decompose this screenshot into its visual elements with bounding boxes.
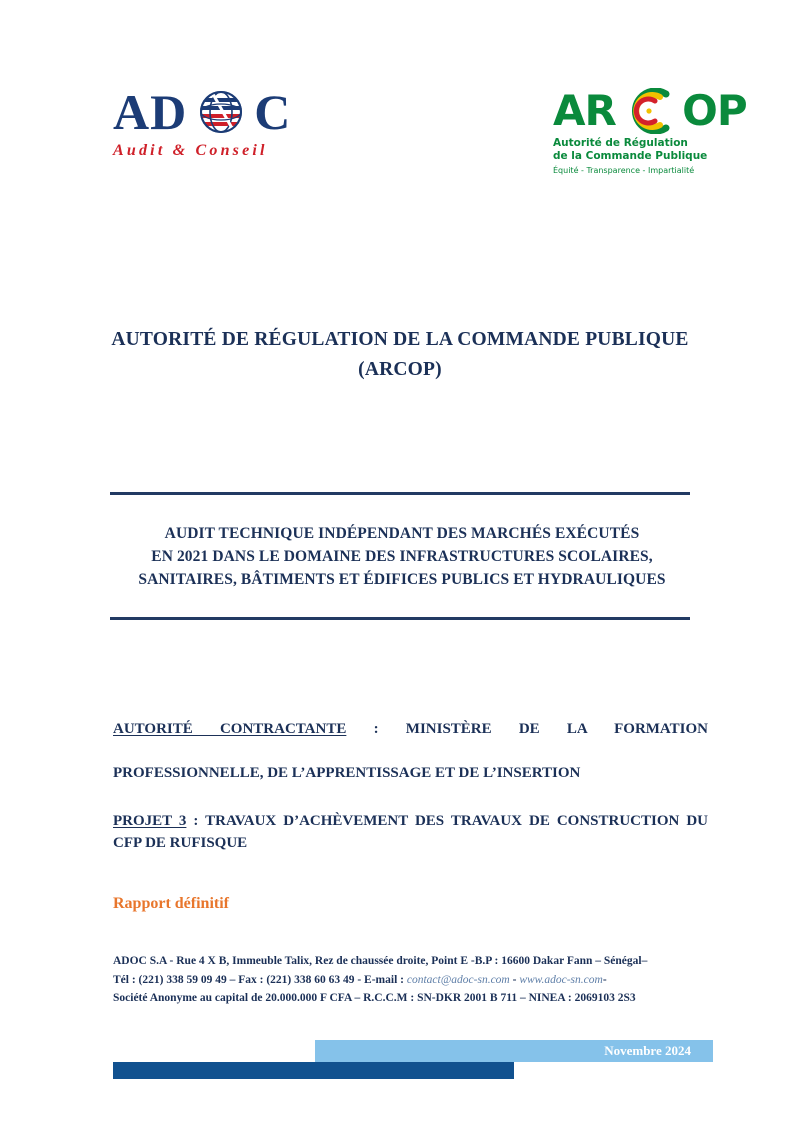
adoc-wordmark: [113, 84, 292, 140]
organization-title-line1: AUTORITÉ DE RÉGULATION DE LA COMMANDE PUBLIQUE: [111, 329, 689, 350]
globe-icon: [199, 90, 243, 134]
report-status: Rapport définitif: [113, 895, 229, 912]
project-value: TRAVAUX D’ACHÈVEMENT DES TRAVAUX DE CONSTRUCTION DU CFP DE RUFISQUE: [113, 813, 709, 851]
divider-bottom: [110, 617, 690, 620]
adoc-wordmark-part1: AD: [113, 84, 188, 140]
project-block: [113, 810, 708, 854]
contracting-authority-value-line1: MINISTÈRE DE LA FORMATION: [405, 721, 708, 737]
arcop-subtitle-line1: Autorité de Régulation: [553, 137, 688, 149]
arcop-logo: [553, 86, 747, 178]
adoc-tagline: Audit & Conseil: [113, 142, 268, 159]
contracting-authority-block: [113, 718, 708, 784]
audit-title-line1: AUDIT TECHNIQUE INDÉPENDANT DES MARCHÉS EXÉCUTÉS: [164, 525, 640, 542]
arcop-motto: Équité - Transparence - Impartialité: [553, 166, 695, 175]
footer-contact: [113, 952, 713, 1008]
audit-title-line3: SANITAIRES, BÂTIMENTS ET ÉDIFICES PUBLICS ET HYDRAULIQUES: [138, 571, 666, 588]
footer-phone-prefix: Tél : (221) 338 59 09 49 – Fax : (221) 338 60 63 49 - E-mail :: [113, 973, 407, 986]
arcop-subtitle-line2: de la Commande Publique: [553, 150, 708, 162]
audit-title-line2: EN 2021 DANS LE DOMAINE DES INFRASTRUCTURES SCOLAIRES,: [151, 548, 653, 565]
audit-title: [100, 522, 704, 591]
divider-top: [110, 492, 690, 495]
arcop-wordmark: [553, 86, 747, 135]
arcop-wordmark-part2: OP: [682, 86, 747, 135]
date-banner-light: [315, 1040, 713, 1062]
contracting-authority-label: AUTORITÉ CONTRACTANTE: [113, 721, 347, 737]
parties-section: [113, 718, 708, 854]
contracting-authority-value-line2: PROFESSIONNELLE, DE L’APPRENTISSAGE ET DE L’INSERTION: [113, 765, 581, 781]
logo-row: [0, 86, 800, 182]
footer-legal-line: Société Anonyme au capital de 20.000.000 F CFA – R.C.C.M : SN-DKR 2001 B 711 – NINEA : 2069103 2S3: [113, 992, 636, 1004]
date-badge: Novembre 2024: [604, 1043, 691, 1058]
footer-website-link[interactable]: www.adoc-sn.com: [519, 973, 603, 986]
contracting-authority-separator: :: [346, 721, 406, 737]
adoc-wordmark-part2: C: [254, 84, 292, 140]
senegal-flag-swirl-icon: [626, 88, 672, 134]
footer-phone-line: [113, 971, 713, 990]
footer-line2-suffix: -: [602, 973, 607, 986]
arcop-wordmark-part1: AR: [553, 86, 616, 135]
footer-line2-mid: -: [509, 973, 520, 986]
footer-email-link[interactable]: contact@adoc-sn.com: [406, 973, 510, 986]
adoc-logo: [113, 84, 292, 172]
project-separator: :: [186, 813, 206, 829]
organization-title-line2: (ARCOP): [358, 359, 442, 380]
footer-address-line: ADOC S.A - Rue 4 X B, Immeuble Talix, Rez de chaussée droite, Point E -B.P : 16600 Dakar Fann – Sénégal–: [113, 955, 648, 967]
footer-banner-dark: [113, 1062, 514, 1079]
organization-title: [100, 325, 700, 385]
project-label: PROJET 3: [113, 813, 187, 829]
